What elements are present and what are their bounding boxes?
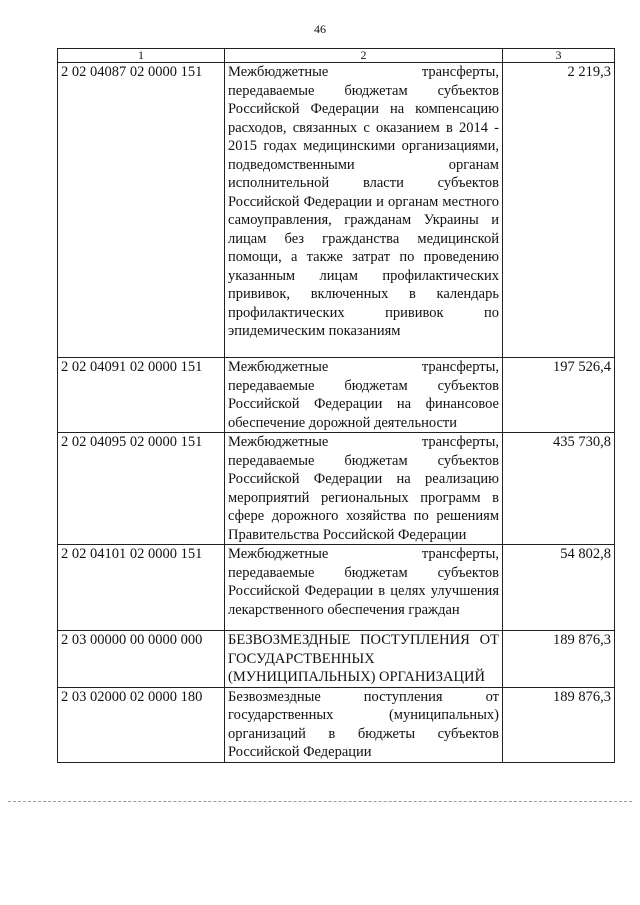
table-row (58, 631, 615, 688)
description-cell: Межбюджетные трансферты, передаваемые бюджетам субъектов Российской Федерации в целях улучшения лекарственного обеспечения граждан (225, 545, 503, 631)
description-cell: Межбюджетные трансферты, передаваемые бюджетам субъектов Российской Федерации на компенсацию расходов, связанных с оказанием в 2014 - 2015 годах медицинскими организациями, подведомственными органам исполнительной власти субъектов Российской Федерации и органам местного самоуправления, гражданам Украины и лицам без гражданства медицинской помощи, а также затрат по проведению указанным лицам профилактических прививок, включенных в календарь профилактических прививок по эпидемическим показаниям (225, 63, 503, 358)
budget-revenue-table (57, 48, 615, 763)
description-cell: БЕЗВОЗМЕЗДНЫЕ ПОСТУПЛЕНИЯ ОТ ГОСУДАРСТВЕННЫХ (МУНИЦИПАЛЬНЫХ) ОРГАНИЗАЦИЙ (225, 631, 503, 688)
column-header-code: 1 (58, 49, 225, 63)
amount-cell: 54 802,8 (503, 545, 615, 631)
amount-cell: 189 876,3 (503, 687, 615, 762)
table-row (58, 63, 615, 358)
description-cell: Межбюджетные трансферты, передаваемые бюджетам субъектов Российской Федерации на реализацию мероприятий региональных программ в сфере дорожного хозяйства по решениям Правительства Российской Федерации (225, 433, 503, 545)
table-row (58, 545, 615, 631)
amount-cell: 197 526,4 (503, 358, 615, 433)
budget-code-cell: 2 03 00000 00 0000 000 (58, 631, 225, 688)
table-header-row (58, 49, 615, 63)
page-number: 46 (314, 22, 326, 36)
amount-cell: 189 876,3 (503, 631, 615, 688)
column-header-amount: 3 (503, 49, 615, 63)
description-cell: Безвозмездные поступления от государственных (муниципальных) организаций в бюджеты субъектов Российской Федерации (225, 687, 503, 762)
budget-code-cell: 2 02 04101 02 0000 151 (58, 545, 225, 631)
description-cell: Межбюджетные трансферты, передаваемые бюджетам субъектов Российской Федерации на финансовое обеспечение дорожной деятельности (225, 358, 503, 433)
budget-code-cell: 2 02 04091 02 0000 151 (58, 358, 225, 433)
table-row (58, 433, 615, 545)
column-header-description: 2 (225, 49, 503, 63)
amount-cell: 2 219,3 (503, 63, 615, 358)
amount-cell: 435 730,8 (503, 433, 615, 545)
budget-code-cell: 2 02 04095 02 0000 151 (58, 433, 225, 545)
budget-code-cell: 2 03 02000 02 0000 180 (58, 687, 225, 762)
table-row (58, 358, 615, 433)
budget-code-cell: 2 02 04087 02 0000 151 (58, 63, 225, 358)
table-row (58, 687, 615, 762)
page-bottom-rule (8, 801, 632, 802)
